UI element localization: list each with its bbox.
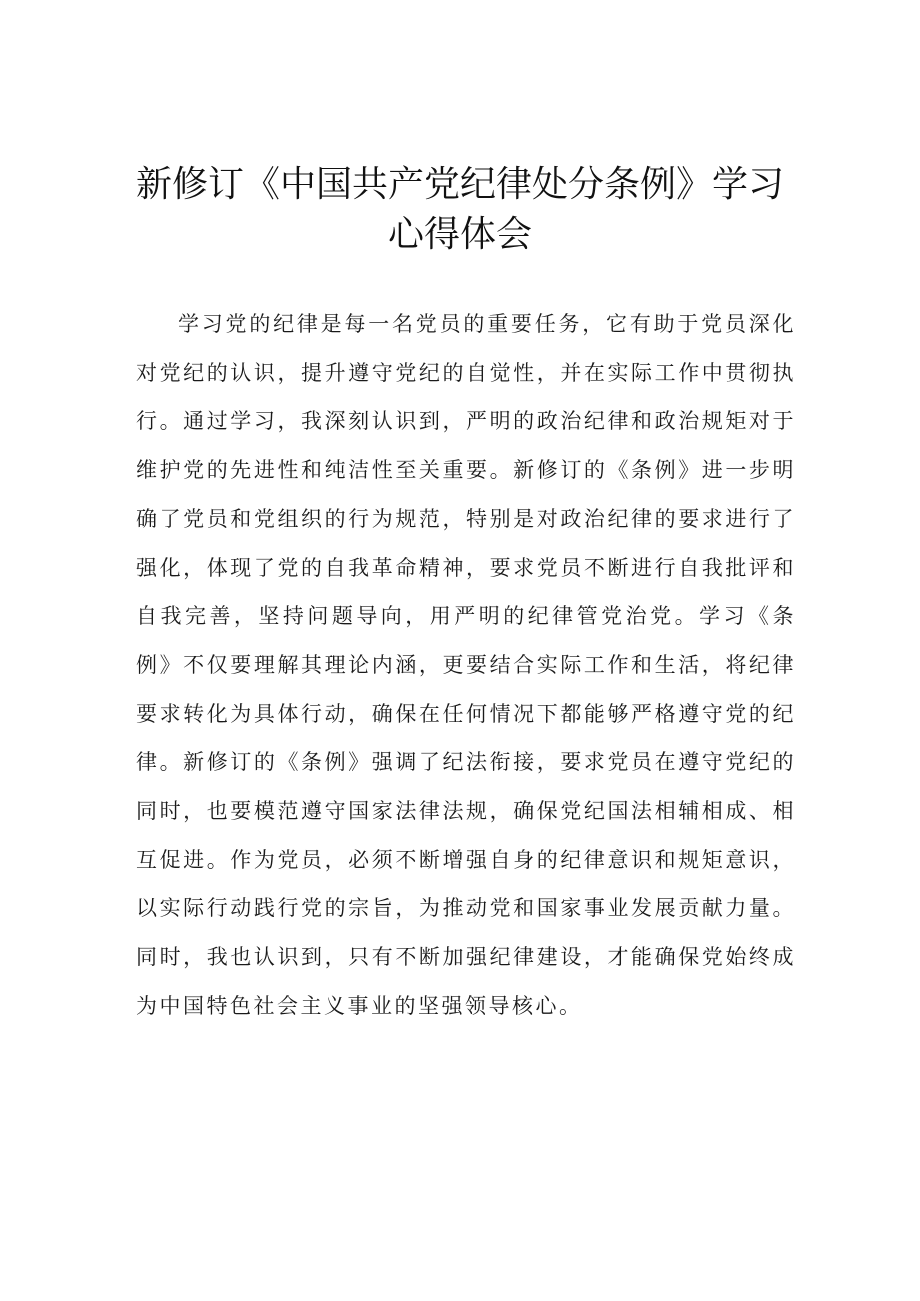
document-title: 新修订《中国共产党纪律处分条例》学习心得体会 bbox=[135, 164, 784, 255]
document-body-paragraph: 学习党的纪律是每一名党员的重要任务，它有助于党员深化对党纪的认识，提升遵守党纪的自觉性，并在实际工作中贯彻执行。通过学习，我深刻认识到，严明的政治纪律和政治规矩对于维护党的先进性和纯洁性至关重要。新修订的《条例》进一步明确了党员和党组织的行为规范，特别是对政治纪律的要求进行了强化，体现了党的自我革命精神，要求党员不断进行自我批评和自我完善，坚持问题导向，用严明的纪律管党治党。学习《条例》不仅要理解其理论内涵，更要结合实际工作和生活，将纪律要求转化为具体行动，确保在任何情况下都能够严格遵守党的纪律。新修订的《条例》强调了纪法衔接，要求党员在遵守党纪的同时，也要模范遵守国家法律法规，确保党纪国法相辅相成、相互促进。作为党员，必须不断增强自身的纪律意识和规矩意识，以实际行动践行党的宗旨，为推动党和国家事业发展贡献力量。同时，我也认识到，只有不断加强纪律建设，才能确保党始终成为中国特色社会主义事业的坚强领导核心。 bbox=[136, 312, 796, 1018]
